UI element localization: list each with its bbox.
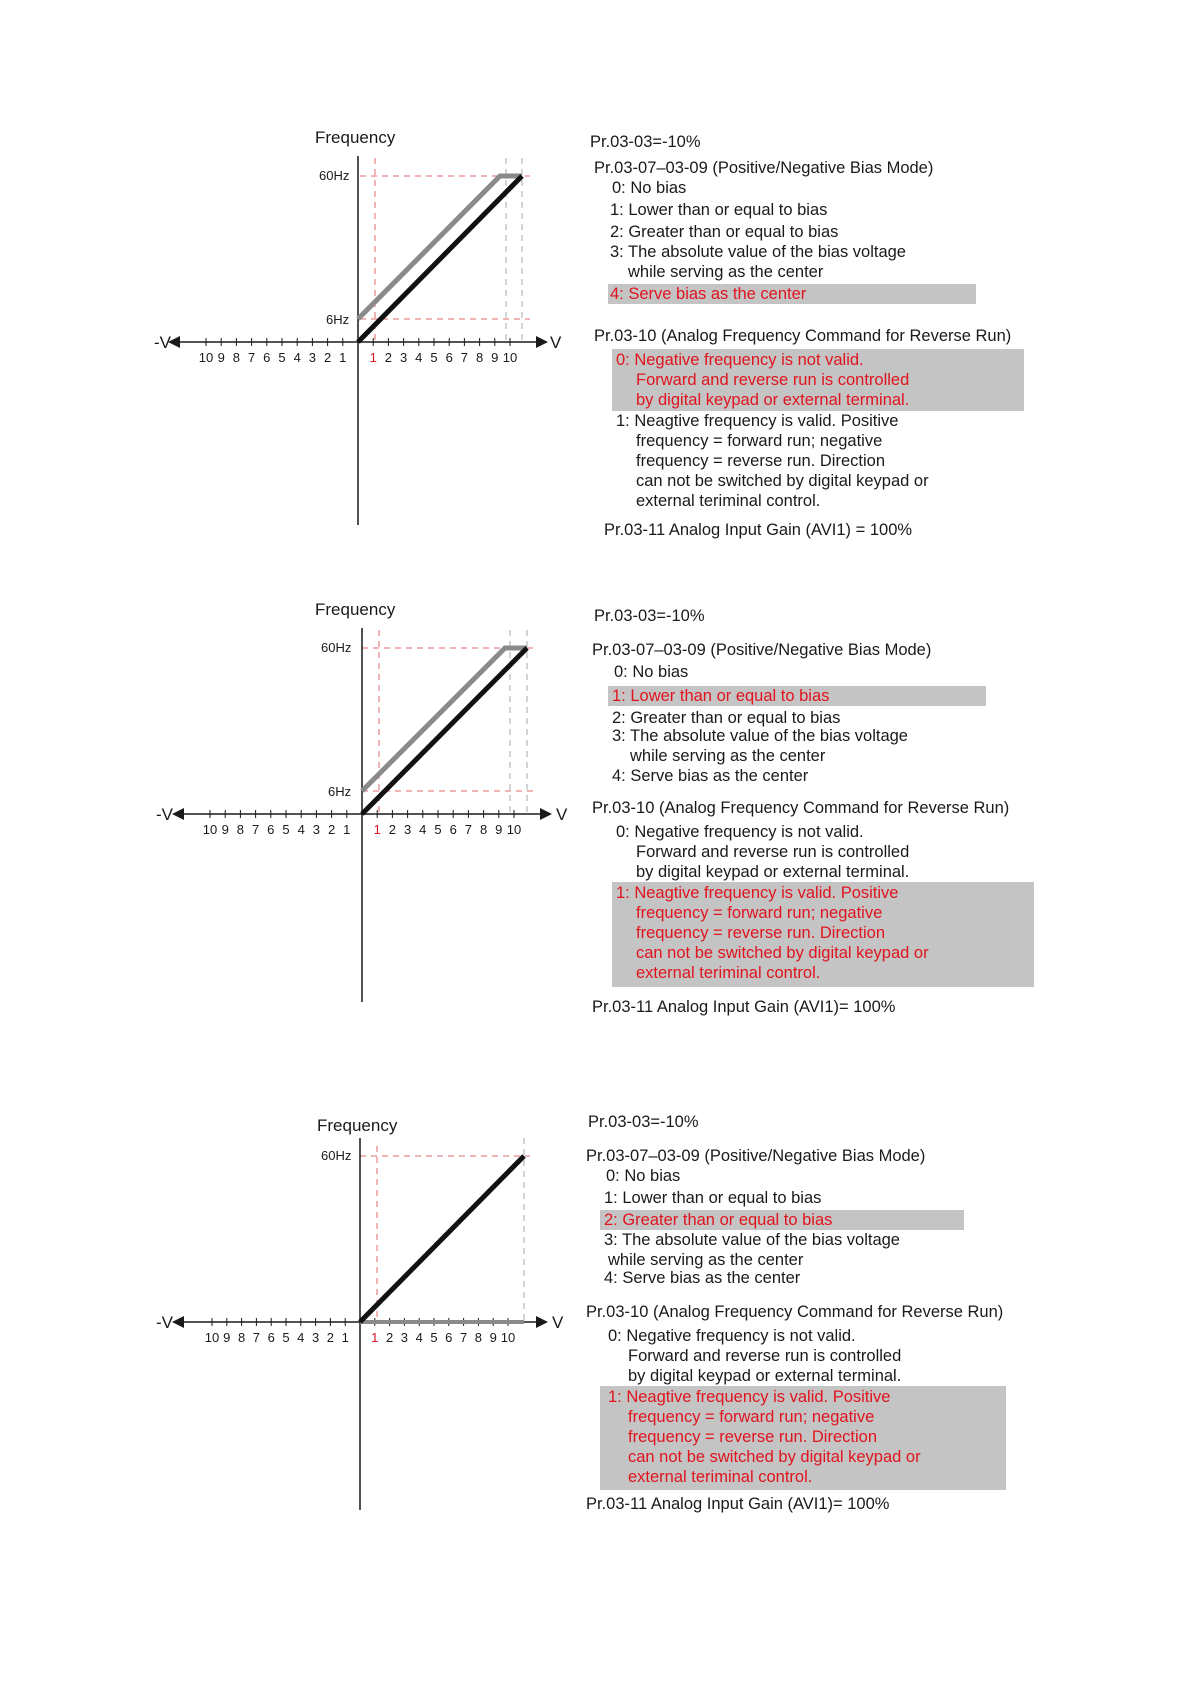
pr0307: Pr.03-07–03-09 (Positive/Negative Bias Mode) bbox=[594, 159, 934, 177]
neg-tick-label: 10 bbox=[202, 822, 218, 837]
pos-tick-label: 4 bbox=[419, 822, 427, 837]
neg-tick-label: 5 bbox=[278, 350, 286, 365]
reverse-opt-0-line1: 0: Negative frequency is not valid. bbox=[608, 1327, 856, 1345]
pos-tick-label: 6 bbox=[445, 350, 453, 365]
pos-v-label: V bbox=[552, 1313, 564, 1332]
neg-tick-label: 7 bbox=[252, 1330, 261, 1345]
neg-v-label: -V bbox=[156, 1313, 173, 1332]
section-2 bbox=[0, 592, 1190, 1022]
neg-axis-arrow-icon bbox=[172, 808, 184, 820]
pr0307: Pr.03-07–03-09 (Positive/Negative Bias Mode) bbox=[586, 1147, 926, 1165]
pos-tick-label: 3 bbox=[403, 822, 412, 837]
bias-opt-1: 1: Lower than or equal to bias bbox=[604, 1189, 822, 1207]
reverse-opt-1-selected bbox=[600, 1386, 1006, 1490]
pos-tick-label: 9 bbox=[495, 822, 503, 837]
reverse-opt-1-line4: can not be switched by digital keypad or bbox=[636, 944, 929, 962]
tick-60hz: 60Hz bbox=[319, 168, 350, 183]
pos-tick-label: 10 bbox=[502, 350, 518, 365]
bias-opt-2: 2: Greater than or equal to bias bbox=[610, 223, 839, 241]
pos-tick-label: 9 bbox=[491, 350, 499, 365]
param-description bbox=[586, 1112, 1004, 1513]
output-series-line bbox=[358, 176, 522, 342]
bias-opt-4: 4: Serve bias as the center bbox=[612, 767, 809, 785]
reverse-opt-1-line2: frequency = forward run; negative bbox=[636, 432, 883, 450]
neg-tick-label: 7 bbox=[247, 350, 256, 365]
pos-tick-label: 3 bbox=[400, 1330, 409, 1345]
bias-opt-2-selected: 2: Greater than or equal to bias bbox=[600, 1210, 964, 1230]
neg-tick-label: 9 bbox=[217, 350, 225, 365]
pos-tick-label: 5 bbox=[430, 1330, 438, 1345]
pos-tick-label: 2 bbox=[384, 350, 393, 365]
output-series-line bbox=[362, 648, 527, 814]
chart-3 bbox=[0, 1108, 564, 1528]
bias-opt-0: 0: No bias bbox=[606, 1167, 681, 1185]
param-description bbox=[592, 606, 1014, 1016]
pos-axis-arrow-icon bbox=[540, 808, 552, 820]
pr0307: Pr.03-07–03-09 (Positive/Negative Bias Mode) bbox=[592, 641, 932, 659]
tick-6hz: 6Hz bbox=[328, 784, 352, 799]
pos-tick-label: 5 bbox=[430, 350, 438, 365]
pr0310: Pr.03-10 (Analog Frequency Command for Reverse Run) bbox=[594, 327, 1012, 345]
reverse-opt-1-line2: frequency = forward run; negative bbox=[628, 1408, 875, 1426]
reverse-opt-0 bbox=[608, 1326, 1025, 1386]
neg-tick-label: 1 bbox=[339, 350, 347, 365]
neg-tick-label: 8 bbox=[236, 822, 245, 837]
pos-axis-arrow-icon bbox=[536, 336, 548, 348]
reverse-opt-1-line2: frequency = forward run; negative bbox=[636, 904, 883, 922]
reverse-opt-0-selected bbox=[612, 349, 1024, 411]
chart-2 bbox=[0, 592, 568, 1012]
pos-v-label: V bbox=[550, 333, 562, 352]
tick-60hz: 60Hz bbox=[321, 640, 352, 655]
pos-tick-label: 8 bbox=[475, 350, 484, 365]
neg-tick-label: 9 bbox=[223, 1330, 231, 1345]
bias-opt-1-selected: 1: Lower than or equal to bias bbox=[608, 686, 986, 706]
reverse-opt-1-selected bbox=[612, 882, 1034, 987]
reverse-opt-0-line2: Forward and reverse run is controlled bbox=[636, 843, 910, 861]
reverse-opt-1-line5: external teriminal control. bbox=[636, 492, 821, 510]
pos-tick-label: 4 bbox=[415, 350, 423, 365]
neg-tick-label: 8 bbox=[232, 350, 241, 365]
neg-tick-label: 6 bbox=[267, 1330, 275, 1345]
neg-tick-label: 2 bbox=[327, 822, 336, 837]
bias-opt-1: 1: Lower than or equal to bias bbox=[610, 201, 828, 219]
pos-tick-label: 1 bbox=[369, 350, 377, 365]
reverse-opt-0: 0: Negative frequency is not valid. bbox=[616, 351, 864, 369]
reverse-opt-0-line2: Forward and reverse run is controlled bbox=[628, 1347, 902, 1365]
chart-1 bbox=[0, 120, 560, 540]
neg-tick-label: 7 bbox=[251, 822, 260, 837]
tick-6hz: 6Hz bbox=[326, 312, 350, 327]
neg-tick-label: 2 bbox=[326, 1330, 335, 1345]
reverse-opt-1-line1: 1: Neagtive frequency is valid. Positive bbox=[616, 884, 899, 902]
reverse-opt-0-line2: Forward and reverse run is controlled bbox=[636, 371, 910, 389]
y-axis-label: Frequency bbox=[315, 128, 396, 147]
neg-tick-label: 4 bbox=[297, 1330, 305, 1345]
reverse-opt-0-line3: by digital keypad or external terminal. bbox=[636, 863, 910, 881]
pos-tick-label: 6 bbox=[445, 1330, 453, 1345]
pr0311: Pr.03-11 Analog Input Gain (AVI1) = 100% bbox=[604, 521, 913, 539]
pos-tick-label: 7 bbox=[464, 822, 473, 837]
reverse-opt-1-line3: frequency = reverse run. Direction bbox=[636, 452, 885, 470]
output-series-line bbox=[360, 1156, 524, 1322]
pos-tick-label: 2 bbox=[388, 822, 397, 837]
neg-tick-label: 5 bbox=[282, 822, 290, 837]
reverse-opt-1-line4: can not be switched by digital keypad or bbox=[628, 1448, 921, 1466]
neg-v-label: -V bbox=[154, 333, 171, 352]
reverse-opt-1-line1: 1: Neagtive frequency is valid. Positive bbox=[616, 412, 899, 430]
section-3 bbox=[0, 1108, 1190, 1538]
pos-tick-label: 4 bbox=[415, 1330, 423, 1345]
neg-axis-arrow-icon bbox=[172, 1316, 184, 1328]
neg-tick-label: 9 bbox=[221, 822, 229, 837]
pr0303: Pr.03-03=-10% bbox=[588, 1113, 699, 1131]
param-description bbox=[590, 132, 1012, 539]
reverse-opt-0-line3: by digital keypad or external terminal. bbox=[628, 1367, 902, 1385]
pos-tick-label: 1 bbox=[371, 1330, 379, 1345]
bias-opt-4: 4: Serve bias as the center bbox=[604, 1269, 801, 1287]
reverse-opt-1 bbox=[616, 411, 1033, 511]
pos-axis-arrow-icon bbox=[536, 1316, 548, 1328]
neg-tick-label: 3 bbox=[308, 350, 317, 365]
neg-tick-label: 6 bbox=[267, 822, 275, 837]
neg-tick-label: 2 bbox=[323, 350, 332, 365]
pos-tick-label: 2 bbox=[385, 1330, 394, 1345]
pr0303: Pr.03-03=-10% bbox=[594, 607, 705, 625]
neg-tick-label: 4 bbox=[293, 350, 301, 365]
pr0303: Pr.03-03=-10% bbox=[590, 133, 701, 151]
pr0311: Pr.03-11 Analog Input Gain (AVI1)= 100% bbox=[586, 1495, 890, 1513]
neg-tick-label: 4 bbox=[297, 822, 305, 837]
pos-tick-label: 8 bbox=[479, 822, 488, 837]
bias-opt-3-cont: while serving as the center bbox=[630, 747, 826, 765]
bias-opt-0: 0: No bias bbox=[612, 179, 687, 197]
pos-tick-label: 10 bbox=[506, 822, 522, 837]
neg-tick-label: 1 bbox=[343, 822, 351, 837]
pos-tick-label: 9 bbox=[489, 1330, 497, 1345]
reverse-opt-1-line3: frequency = reverse run. Direction bbox=[636, 924, 885, 942]
tick-60hz: 60Hz bbox=[321, 1148, 352, 1163]
bias-opt-3: 3: The absolute value of the bias voltage bbox=[604, 1231, 900, 1249]
pr0310: Pr.03-10 (Analog Frequency Command for Reverse Run) bbox=[586, 1303, 1004, 1321]
bias-opt-2: 2: Greater than or equal to bias bbox=[612, 709, 841, 727]
bias-opt-3: 3: The absolute value of the bias voltage bbox=[612, 727, 908, 745]
pos-tick-label: 7 bbox=[460, 350, 469, 365]
section-1 bbox=[0, 120, 1190, 550]
bias-opt-3-cont: while serving as the center bbox=[608, 1251, 804, 1269]
neg-tick-label: 5 bbox=[282, 1330, 290, 1345]
pr0311: Pr.03-11 Analog Input Gain (AVI1)= 100% bbox=[592, 998, 896, 1016]
reverse-opt-0-line1: 0: Negative frequency is not valid. bbox=[616, 823, 864, 841]
pos-tick-label: 10 bbox=[500, 1330, 516, 1345]
pos-tick-label: 1 bbox=[373, 822, 381, 837]
neg-tick-label: 10 bbox=[198, 350, 214, 365]
pr0310: Pr.03-10 (Analog Frequency Command for Reverse Run) bbox=[592, 799, 1010, 817]
neg-tick-label: 10 bbox=[204, 1330, 220, 1345]
bias-opt-4-selected: 4: Serve bias as the center bbox=[608, 284, 976, 304]
pos-tick-label: 3 bbox=[399, 350, 408, 365]
y-axis-label: Frequency bbox=[315, 600, 396, 619]
reverse-opt-1-line1: 1: Neagtive frequency is valid. Positive bbox=[608, 1388, 891, 1406]
neg-tick-label: 3 bbox=[311, 1330, 320, 1345]
bias-opt-0: 0: No bias bbox=[614, 663, 689, 681]
neg-tick-label: 3 bbox=[312, 822, 321, 837]
neg-tick-label: 6 bbox=[263, 350, 271, 365]
pos-tick-label: 8 bbox=[474, 1330, 483, 1345]
neg-tick-label: 1 bbox=[341, 1330, 349, 1345]
reverse-opt-1-line4: can not be switched by digital keypad or bbox=[636, 472, 929, 490]
reverse-opt-0-line3: by digital keypad or external terminal. bbox=[636, 391, 910, 409]
reverse-opt-1-line3: frequency = reverse run. Direction bbox=[628, 1428, 877, 1446]
neg-tick-label: 8 bbox=[237, 1330, 246, 1345]
reverse-opt-1-line5: external teriminal control. bbox=[636, 964, 821, 982]
y-axis-label: Frequency bbox=[317, 1116, 398, 1135]
reverse-opt-1-line5: external teriminal control. bbox=[628, 1468, 813, 1486]
reverse-opt-0 bbox=[616, 822, 1038, 882]
neg-v-label: -V bbox=[156, 805, 173, 824]
bias-opt-3: 3: The absolute value of the bias voltage bbox=[610, 243, 906, 261]
pos-tick-label: 5 bbox=[434, 822, 442, 837]
pos-tick-label: 6 bbox=[449, 822, 457, 837]
pos-v-label: V bbox=[556, 805, 568, 824]
bias-opt-3-cont: while serving as the center bbox=[628, 263, 824, 281]
pos-tick-label: 7 bbox=[459, 1330, 468, 1345]
